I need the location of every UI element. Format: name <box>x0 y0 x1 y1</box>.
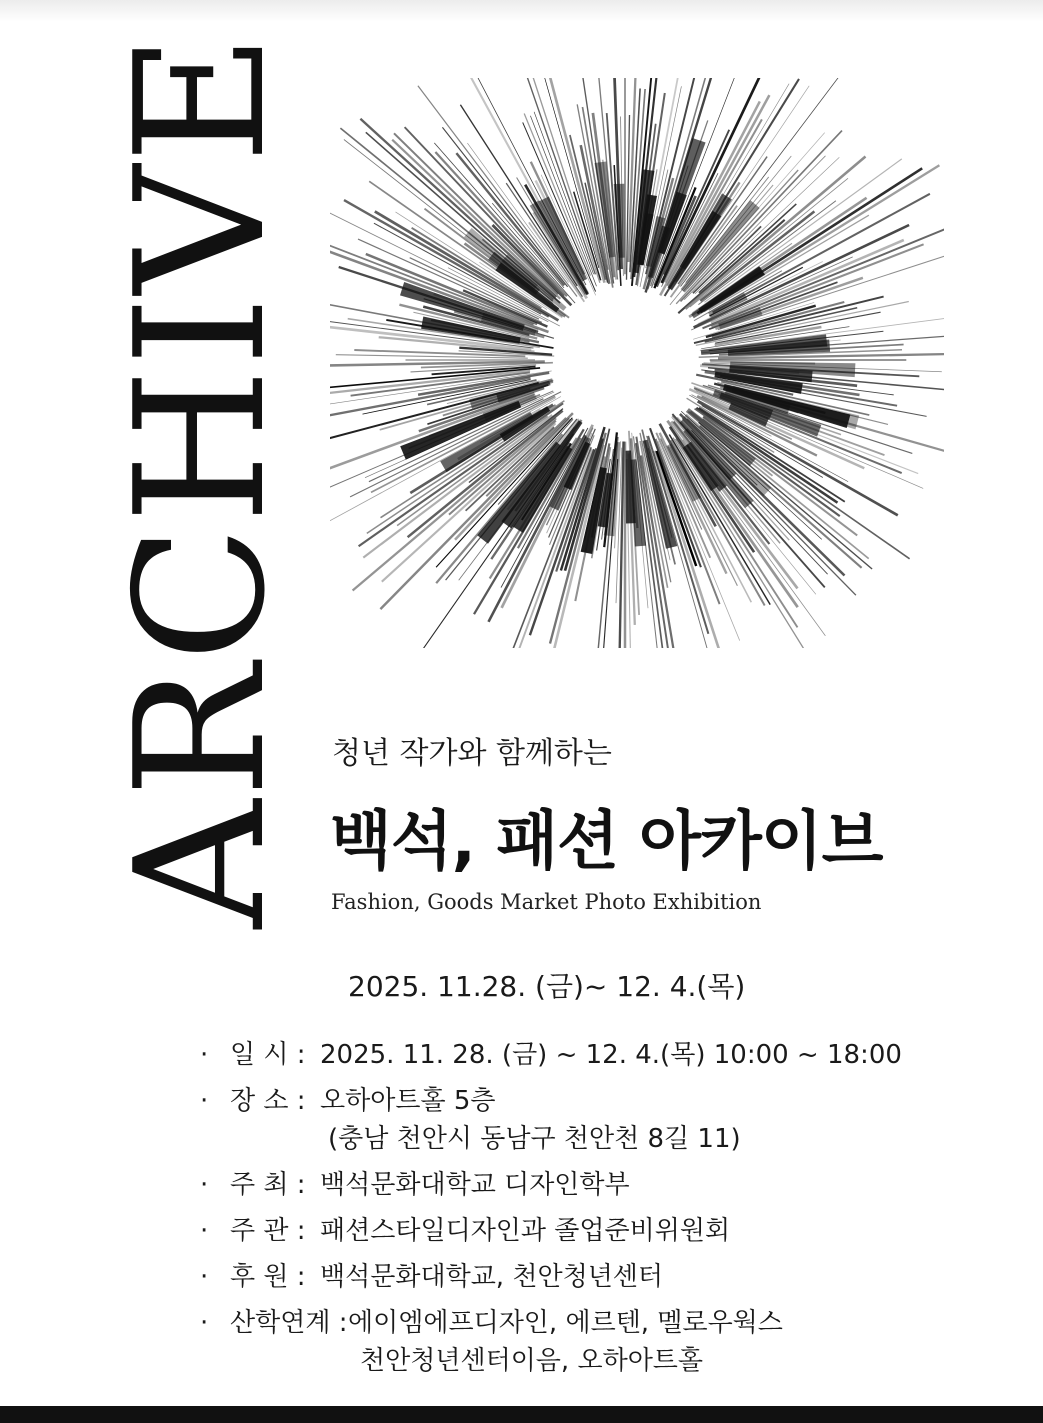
poster-subtitle: 청년 작가와 함께하는 <box>332 736 612 771</box>
info-value-partners-2: 천안청년센터이음, 오하아트홀 <box>360 1346 704 1376</box>
burst-center <box>555 290 695 430</box>
archive-vertical-wordmark <box>97 31 304 929</box>
bullet-icon: · <box>200 1308 209 1338</box>
bullet-icon: · <box>200 1216 209 1246</box>
poster-english-title: Fashion, Goods Market Photo Exhibition <box>331 890 762 914</box>
exhibition-date-range: 2025. 11.28. (금)~ 12. 4.(목) <box>348 970 746 1003</box>
info-label: 주 관 : <box>230 1216 306 1246</box>
info-value-address: (충남 천안시 동남구 천안천 8길 11) <box>328 1124 741 1154</box>
radial-burst-graphic <box>330 78 944 648</box>
bullet-icon: · <box>200 1040 209 1070</box>
info-label: 산학연계 : <box>230 1308 348 1338</box>
info-value: 백석문화대학교 디자인학부 <box>320 1170 630 1200</box>
info-label: 후 원 : <box>230 1262 306 1292</box>
archive-word: ARCHIVE <box>97 31 304 929</box>
info-value: 에이엠에프디자인, 에르텐, 멜로우웍스 <box>348 1308 783 1338</box>
bottom-edge-bar <box>0 1406 1043 1423</box>
burst-ray <box>619 442 623 649</box>
info-label: 주 최 : <box>230 1170 306 1200</box>
bullet-icon: · <box>200 1262 209 1292</box>
info-value: 백석문화대학교, 천안청년센터 <box>320 1262 664 1292</box>
info-value: 패션스타일디자인과 졸업준비위원회 <box>320 1216 731 1246</box>
bullet-icon: · <box>200 1086 209 1116</box>
poster-title: 백석, 패션 아카이브 <box>330 805 883 879</box>
info-label: 장 소 : <box>230 1086 306 1116</box>
top-edge-shadow <box>0 0 1043 22</box>
burst-rays <box>330 78 944 648</box>
bullet-icon: · <box>200 1170 209 1200</box>
info-value: 2025. 11. 28. (금) ~ 12. 4.(목) 10:00 ~ 18:00 <box>320 1040 902 1070</box>
burst-ray <box>695 157 839 294</box>
info-label: 일 시 : <box>230 1040 306 1070</box>
info-value: 오하아트홀 5층 <box>320 1086 496 1116</box>
